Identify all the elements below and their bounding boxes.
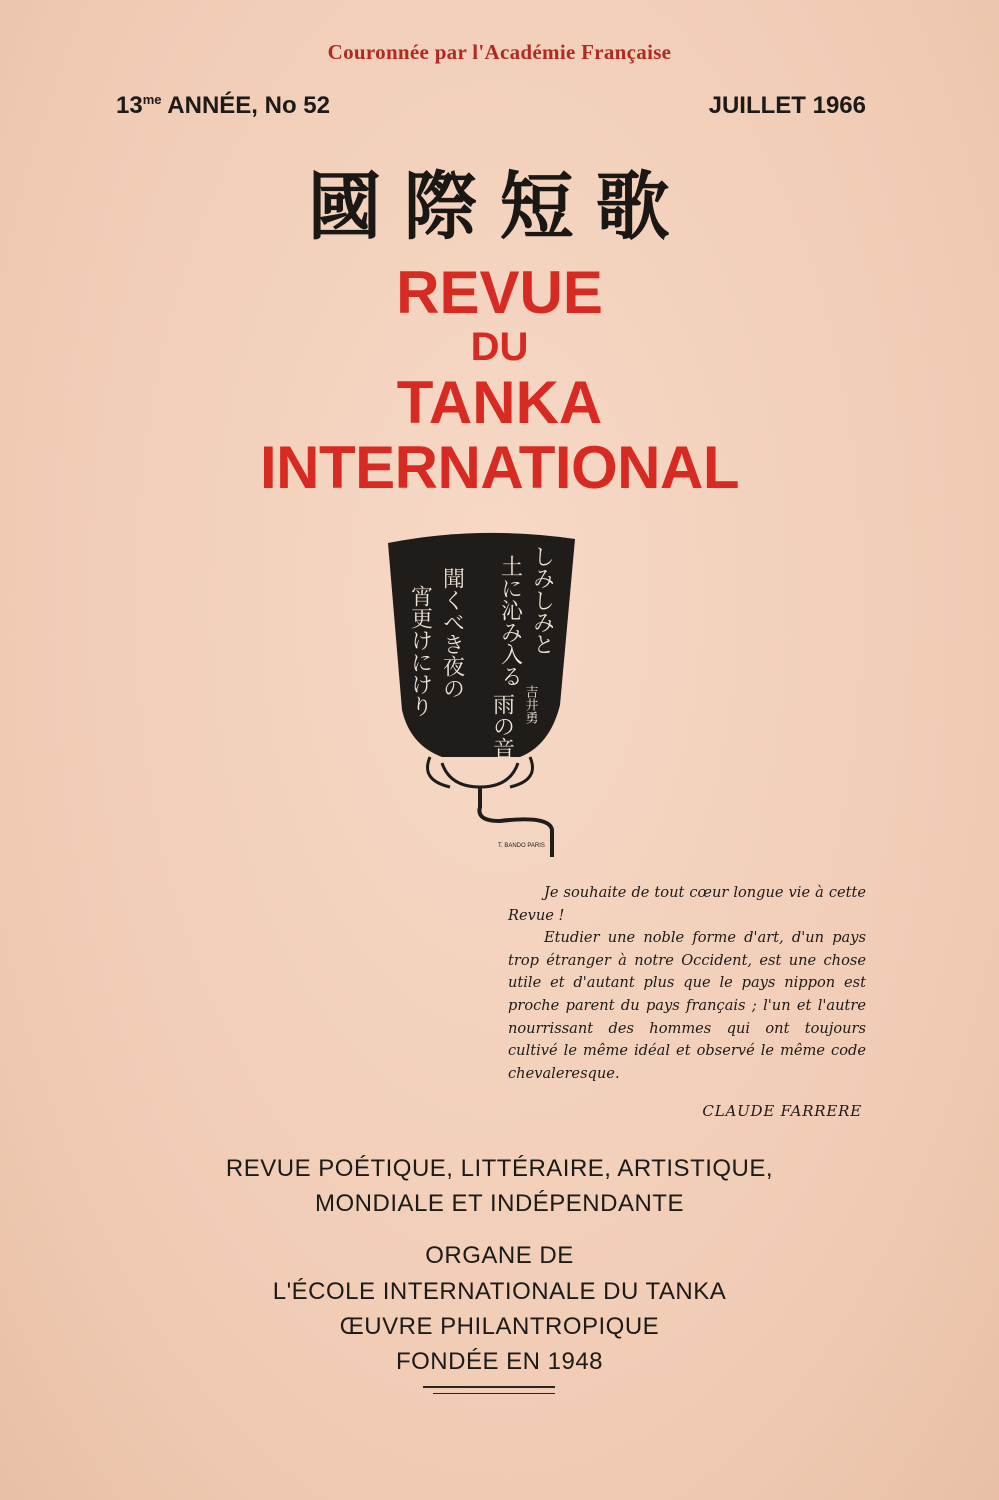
poem-column-1: しみしみと (529, 545, 555, 655)
issue-number (116, 92, 330, 120)
description-line-3: ORGANE DE (425, 1242, 574, 1269)
lantern-frame (428, 757, 533, 787)
issue-rest: ANNÉE, No 52 (161, 92, 330, 119)
issue-date: JUILLET 1966 (708, 92, 866, 119)
issue-year-suffix: me (142, 92, 162, 107)
lantern-illustration (380, 525, 580, 865)
quote-paragraph-1: Je souhaite de tout cœur longue vie à cette Revue ! (508, 884, 866, 924)
poem-column-2: 土に沁み入る (497, 555, 523, 687)
award-line: Couronnée par l'Académie Française (327, 40, 672, 64)
issue-year-number: 13 (116, 92, 143, 119)
description-line-1: REVUE POÉTIQUE, LITTÉRAIRE, ARTISTIQUE, (225, 1155, 774, 1182)
kanji-title: 國際短歌 (307, 164, 692, 250)
title-line-revue: REVUE (396, 259, 603, 326)
title-line-international: INTERNATIONAL (259, 434, 739, 501)
poet-name: 吉井勇 (522, 685, 538, 724)
artist-mark: T. BANDO PARIS (498, 843, 545, 849)
title-line-du: DU (470, 325, 529, 369)
title-line-tanka: TANKA (396, 369, 603, 436)
decorative-rule-top (423, 1386, 555, 1388)
description-line-4: L'ÉCOLE INTERNATIONALE DU TANKA (272, 1278, 727, 1305)
quote-author: CLAUDE FARRERE (702, 1102, 862, 1120)
poem-column-5: 宵更けにけり (407, 585, 433, 717)
description-line-6: FONDÉE EN 1948 (395, 1348, 604, 1375)
poem-column-4: 聞くべき夜の (439, 567, 465, 699)
poem-column-3: 雨の音 (489, 693, 515, 759)
issue-line (116, 92, 866, 128)
quote-paragraph-2: Etudier une noble forme d'art, d'un pays trop étranger à notre Occident, est une chose utile et d'autant plus que le pays nippon est proche parent du pays français ; l'un et l'autre nourrissant des hommes qui ont toujours cultivé le même idéal et observé le même code chevaleresque. (508, 929, 866, 1082)
description-line-5: ŒUVRE PHILANTROPIQUE (339, 1313, 660, 1340)
description-line-2: MONDIALE ET INDÉPENDANTE (315, 1190, 684, 1217)
decorative-rule-bottom (433, 1393, 555, 1394)
quote-block (508, 882, 866, 1085)
